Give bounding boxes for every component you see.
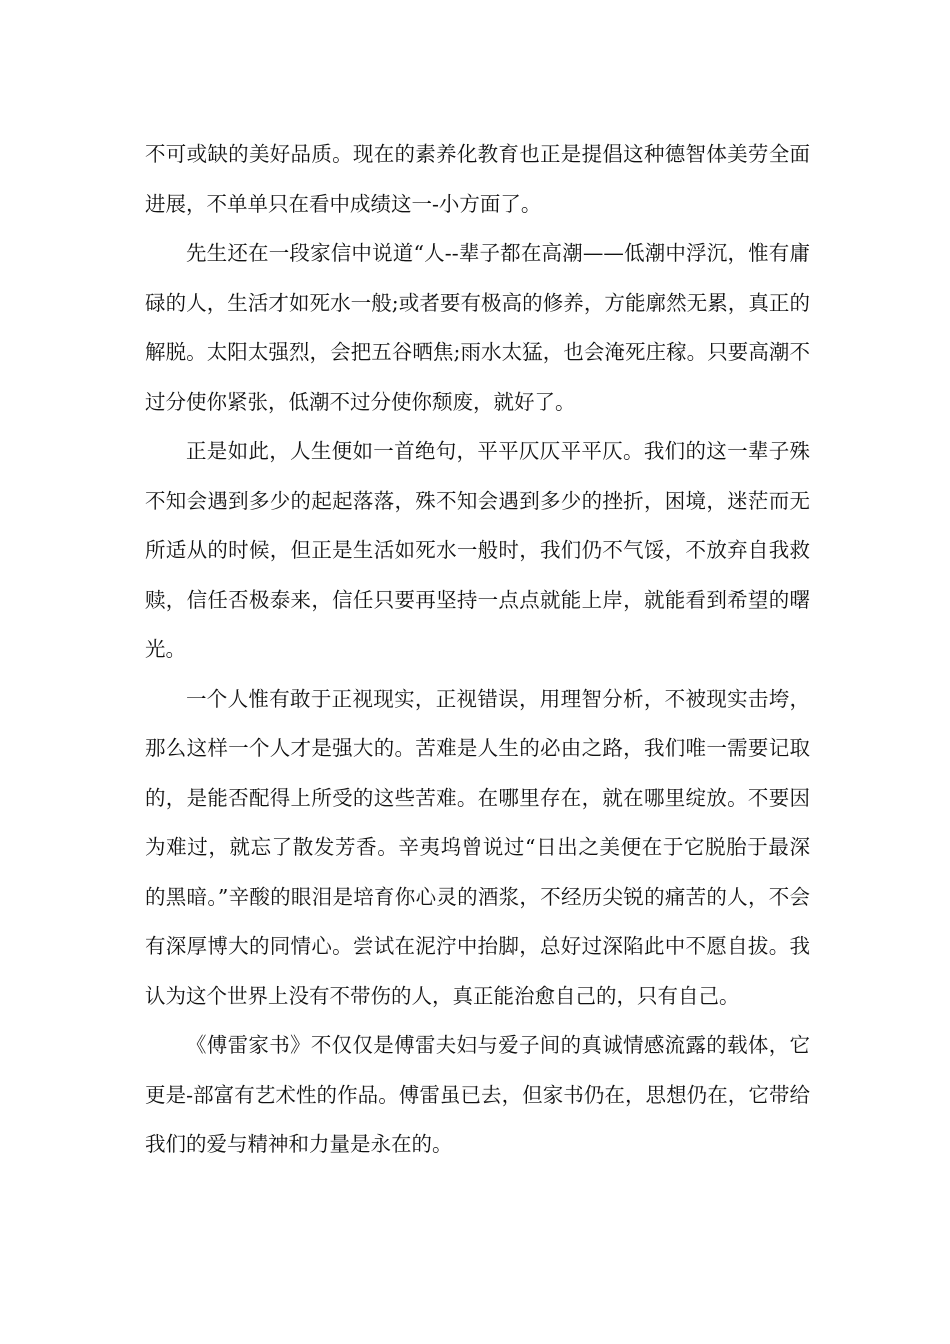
paragraph-5: 《傅雷家书》不仅仅是傅雷夫妇与爱子间的真诚情感流露的载体，它更是-部富有艺术性的作品。傅雷虽已去，但家书仍在，思想仍在，它带给我们的爱与精神和力量是永在的。 bbox=[145, 1033, 810, 1156]
paragraph-1: 不可或缺的美好品质。现在的素养化教育也正是提倡这种德智体美劳全面进展，不单单只在看中成绩这一-小方面了。 bbox=[145, 142, 810, 216]
paragraph-3: 正是如此，人生便如一首绝句，平平仄仄平平仄。我们的这一辈子殊不知会遇到多少的起起落落，殊不知会遇到多少的挫折，困境，迷茫而无所适从的时候，但正是生活如死水一般时，我们仍不气馁，不放弃自我救赎，信任否极泰来，信任只要再坚持一点点就能上岸，就能看到希望的曙光。 bbox=[145, 439, 810, 661]
paragraph-2: 先生还在一段家信中说道“人--辈子都在高潮——低潮中浮沉，惟有庸碌的人，生活才如死水一般;或者要有极高的修养，方能廓然无累，真正的解脱。太阳太强烈，会把五谷晒焦;雨水太猛，也会淹死庄稼。只要高潮不过分使你紧张，低潮不过分使你颓废，就好了。 bbox=[145, 241, 810, 414]
paragraph-4: 一个人惟有敢于正视现实，正视错误，用理智分析，不被现实击垮，那么这样一个人才是强大的。苦难是人生的必由之路，我们唯一需要记取的，是能否配得上所受的这些苦难。在哪里存在，就在哪里绽放。不要因为难过，就忘了散发芳香。辛夷坞曾说过“日出之美便在于它脱胎于最深的黑暗。”辛酸的眼泪是培育你心灵的酒浆，不经历尖锐的痛苦的人，不会有深厚博大的同情心。尝试在泥泞中抬脚，总好过深陷此中不愿自拔。我认为这个世界上没有不带伤的人，真正能治愈自己的，只有自己。 bbox=[145, 686, 810, 1008]
document-body bbox=[145, 130, 810, 1170]
